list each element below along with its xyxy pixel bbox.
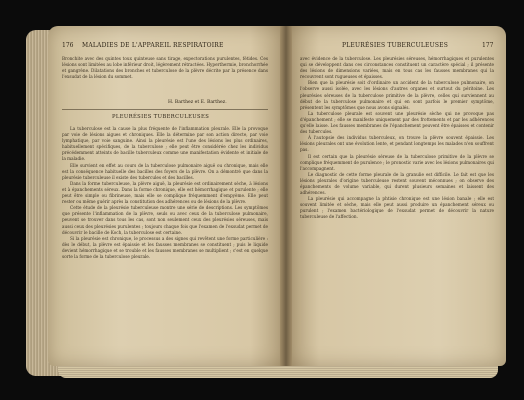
intro-paragraph: Bronchite avec des quintes toux quinteuse sans tirage, expectorations purulentes, fétides. Ces lésions sont limitées au lobe inférieur droit, légèrement rétractées. Hyperthermie, bronchorrhée et gangrène. Dilatations des bronches et tuberculose de la plèvre décrite par la présence dans l'exsudat de la lésion du sommet. [62, 56, 268, 80]
signature: H. Barthez et E. Barthez. [168, 100, 227, 105]
right-running-header: PLEURÉSIES TUBERCULEUSES [342, 42, 449, 49]
right-page [286, 26, 506, 366]
paragraph: La tuberculose est la cause la plus fréquente de l'inflammation pleurale. Elle la provoque par voie de lésions aigues et chroniques. Elle la détermine par son action directe, par voie lymphatique, par voie sanguine. Ainsi la pleurésie est l'une des lésions les plus ordinaires, habituellement spécifiques, de la tuberculose ; elle peut être considérée chez les individus précédemment atteints de bacille tuberculeux comme une manifestation évidente et initiale de la maladie. [62, 126, 268, 162]
paragraph: avec évidence de la tuberculose. Les pleurésies séreuses, hémorrhagiques et purulentes qui se développent dans ces circonstances constituent un caractère spécial ; il présente des lésions de dimensions variées, mais en tous cas les fausses membranes qui la recouvrent sont rugueuses et épaisses. [300, 56, 494, 80]
left-page [48, 26, 286, 366]
left-page-number: 176 [62, 42, 74, 49]
section-title: PLEURÉSIES TUBERCULEUSES [112, 114, 210, 120]
right-page-number: 177 [482, 42, 494, 49]
left-body [62, 126, 268, 260]
paragraph: Dans la forme tuberculeuse, la plèvre aiguë, la pleurésie est ordinairement sèche, à lésions et à épanchements séreux. Dans la forme chronique, elle est hémorrhagique et purulente ; elle peut être simple ou fibrineuse, mais elle se complique fréquemment d'empyème. Elle peut rester ou même guérir après la constitution des adhérences ou de lésions de la plèvre. [62, 180, 268, 205]
right-body [300, 56, 494, 221]
paragraph: À l'autopsie des individus tuberculeux, on trouve la plèvre souvent épaissie. Les lésions pleurales ont une évolution lente, et pendant longtemps les malades n'en souffrent pas. [300, 135, 494, 153]
paragraph: Il est certain que la pleurésie séreuse de la tuberculose primitive de la plèvre se complique fréquemment de purulence ; le pronostic varie avec les lésions pulmonaires qui l'accompagnent. [300, 153, 494, 171]
paragraph: La tuberculose pleurale est souvent une pleurésie sèche qui ne provoque pas d'épanchement ; elle se manifeste uniquement par des frottements et par les adhérences qu'elle laisse. Les fausses membranes de l'épanchement peuvent être épaisses et contenir des tubercules. [300, 110, 494, 135]
paragraph: Le diagnostic de cette forme pleurale de la granulie est difficile. Le fait est que les lésions pleurales d'origine tuberculeuse restent souvent méconnues ; on observe des épanchements de volume variable, qui durent plusieurs semaines et laissent des adhérences. [300, 171, 494, 196]
left-running-header: MALADIES DE L'APPAREIL RESPIRATOIRE [82, 42, 224, 49]
section-divider [62, 109, 268, 110]
book-gutter [280, 26, 292, 366]
open-book [18, 16, 514, 388]
paragraph: Elle survient en effet au cours de la tuberculose pulmonaire aiguë ou chronique, mais elle est la conséquence habituelle des bacilles des foyers de la plèvre. On a démontré que dans la pleurésie tuberculeuse il existe des tubercules et des bacilles. [62, 162, 268, 180]
paragraph: Bien que la pleurésie soit d'ordinaire un accident de la tuberculose pulmonaire, on l'observe aussi isolée, avec les lésions d'autres organes et surtout du péritoine. Les pleurésies séreuses de la tuberculose primitive de la plèvre, celles qui surviennent au début de la tuberculose pulmonaire et qui en sont parfois le premier symptôme, présentent les symptômes que nous avons signalés. [300, 80, 494, 110]
paragraph: Cette étude de la pleurésie tuberculeuse montre une série de descriptions. Les symptômes que présente l'inflammation de la plèvre, seuls ou avec ceux de la tuberculose pulmonaire, peuvent se trouver dans tous les cas, sont non seulement ceux des pleurésies séreuses, mais aussi ceux des pleurésies purulentes ; toujours chaque fois que l'examen de l'exsudat permet de découvrir le bacille de Koch, la tuberculose est certaine. [62, 205, 268, 235]
paragraph: La pleurésie qui accompagne la phtisie chronique est une lésion banale ; elle est souvent limitée et sèche, mais elle peut aussi produire un épanchement séreux ou purulent ; l'examen bactériologique de l'exsudat permet de découvrir la nature tuberculeuse de l'affection. [300, 196, 494, 220]
left-intro-fragment [62, 56, 268, 80]
paragraph: Si la pleurésie est chronique, le processus a des signes qui revêtent une forme particulière : dès le début, la plèvre est épaissie et les fausses membranes se constituent ; puis le liquide devient hémorrhagique et se trouble et les fausses membranes se multiplient ; c'est en quelque sorte la forme de la tuberculose pleurale. [62, 235, 268, 259]
